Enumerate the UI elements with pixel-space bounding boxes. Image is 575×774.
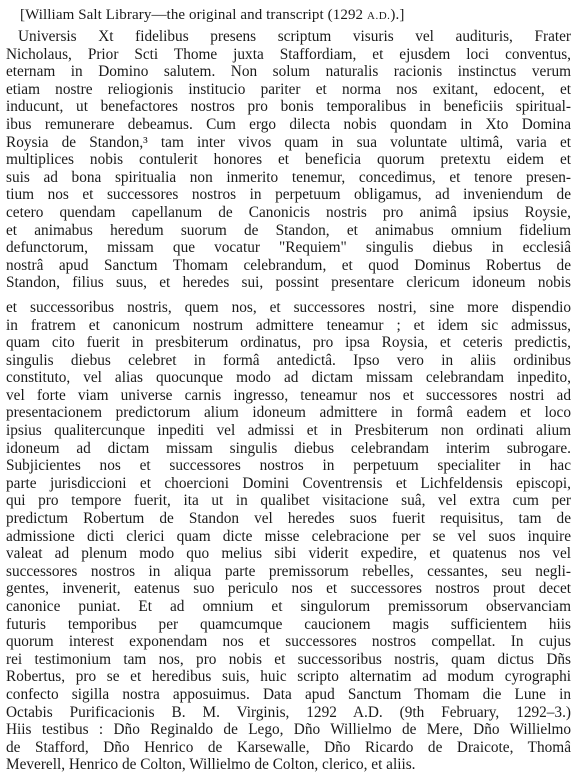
text-line: ipsius qualitercunque inpediti vel admissi et in Presbiterum non ordinati alium bbox=[6, 422, 571, 440]
text-line: et successoribus nostris, quem nos, et successores nostri, sine more dispendio bbox=[6, 298, 571, 316]
text-line: Octabis Purificacionis B. M. Virginis, 1292 A.D. (9th February, 1292–3.) bbox=[6, 703, 571, 721]
text-line: admissione dicti clerici quam dicte misse celebracione per se vel suos inquire bbox=[6, 527, 571, 545]
text-line: Subjicientes nos et successores nostros in perpetuum specialiter in hac bbox=[6, 457, 571, 475]
text-line: Hiis testibus : Dño Reginaldo de Lego, Dño Willielmo de Mere, Dño Willielmo bbox=[6, 721, 571, 739]
text-line: Robertus, pro se et heredibus suis, huic scripto alternatim ad modum cyrographi bbox=[6, 668, 571, 686]
text-line: etiam nostre reliogionis institucio pariter et norma nos exitant, edocent, et bbox=[6, 80, 571, 98]
transcript-body bbox=[6, 28, 571, 774]
document-heading bbox=[20, 6, 571, 25]
text-line: et animabus heredum suorum de Standon, et animabus omnium fidelium bbox=[6, 221, 571, 239]
text-line: futuris temporibus per quamcumque caucionem magis sufficientem hiis bbox=[6, 615, 571, 633]
text-line: Meverell, Henrico de Colton, Willielmo de Colton, clerico, et aliis. bbox=[6, 756, 416, 774]
heading-suffix: ).] bbox=[390, 7, 405, 23]
text-line: idoneum ad dictam missam singulis diebus celebrandam interim subrogare. bbox=[6, 439, 571, 457]
text-line: multiplices nobis contulerit honores et beneficia quorum pretextu eidem et bbox=[6, 151, 571, 169]
text-line: constituto, vel alias quocunque modo ad dictam missam celebrandam inpedito, bbox=[6, 369, 571, 387]
text-line: successores nostros in aliqua parte premissorum rebelles, cessantes, seu negli- bbox=[6, 562, 571, 580]
text-line: predictum Robertum de Standon vel heredes suos fuerit requisitus, tam de bbox=[6, 510, 571, 528]
text-line: Nicholaus, Prior Scti Thome juxta Staffordiam, et ejusdem loci conventus, bbox=[6, 45, 571, 63]
text-line: vel forte viam universe carnis ingresso, teneamur nos et successores nostri ad bbox=[6, 386, 571, 404]
heading-prefix: [William Salt Library—the original and transcript (1292 bbox=[20, 7, 367, 23]
text-line: suis ad bona spiritualia non inmerito tenemur, concedimus, et tenore presen- bbox=[6, 168, 571, 186]
text-line: confecto sigilla nostra apposuimus. Data apud Sanctum Thomam die Lune in bbox=[6, 685, 571, 703]
text-line: Roysia de Standon,³ tam inter vivos quam in sua voluntate ultimâ, varia et bbox=[6, 133, 571, 151]
text-line: valeat ad plenum modo quo melius sibi viderit expedire, et quatenus nos vel bbox=[6, 545, 571, 563]
text-line: nostrâ apud Sanctum Thomam celebrandum, et quod Dominus Robertus de bbox=[6, 256, 571, 274]
text-line: singulis diebus celebret in formâ antedictâ. Ipso vero in aliis ordinibus bbox=[6, 351, 571, 369]
text-line: Universis Xt fidelibus presens scriptum visuris vel audituris, Frater bbox=[18, 28, 571, 45]
text-line: de Stafford, Dño Henrico de Karsewalle, Dño Ricardo de Draicote, Thomâ bbox=[6, 738, 571, 756]
text-line: Standon, filius suus, et heredes sui, possint presentare clericum idoneum nobis bbox=[6, 274, 571, 292]
text-line: rei testimonium tam nos, pro nobis et successoribus nostris, quam dictus Dñs bbox=[6, 650, 571, 668]
text-line: qui pro tempore fuerit, ita ut in qualibet visitacione suâ, vel extra cum per bbox=[6, 492, 571, 510]
text-line: in fratrem et canonicum nostrum admittere teneamur ; et idem sic admissus, bbox=[6, 316, 571, 334]
text-line: inducunt, ut benefactores nostros pro bonis temporalibus in beneficiis spiritual- bbox=[6, 98, 571, 116]
text-line: quam cito fuerit in presbiterum ordinatus, pro ipsa Roysia, et ceteris predictis, bbox=[6, 334, 571, 352]
heading-ad: A.D. bbox=[367, 10, 391, 22]
text-line: cetero quendam capellanum de Canonicis nostris pro animâ ipsius Roysie, bbox=[6, 203, 571, 221]
text-line: ibus remunerare debeamus. Cum ergo dilecta nobis quondam in Xto Domina bbox=[6, 115, 571, 133]
text-line: defunctorum, missam que vocatur "Requiem" singulis diebus in ecclesiâ bbox=[6, 239, 571, 257]
text-line: parte jurisdiccioni et choercioni Domini Coventrensis et Lichfeldensis episcopi, bbox=[6, 474, 571, 492]
text-line: canonice puniat. Et ad omnium et singulorum premissorum observanciam bbox=[6, 598, 571, 615]
text-line: quorum interest exponendam nos et successores nostros compellat. In cujus bbox=[6, 633, 571, 651]
text-line: gentes, invenerit, eatenus suo periculo nos et successores nostros prout decet bbox=[6, 580, 571, 598]
text-line: presentacionem predictorum alium idoneum admittere in formâ eadem et loco bbox=[6, 404, 571, 422]
text-line: eternam in Domino salutem. Non solum naturalis racionis instinctus verum bbox=[6, 63, 571, 81]
text-line: tium nos et successores nostros in perpetuum obligamus, ad inveniendum de bbox=[6, 186, 571, 204]
